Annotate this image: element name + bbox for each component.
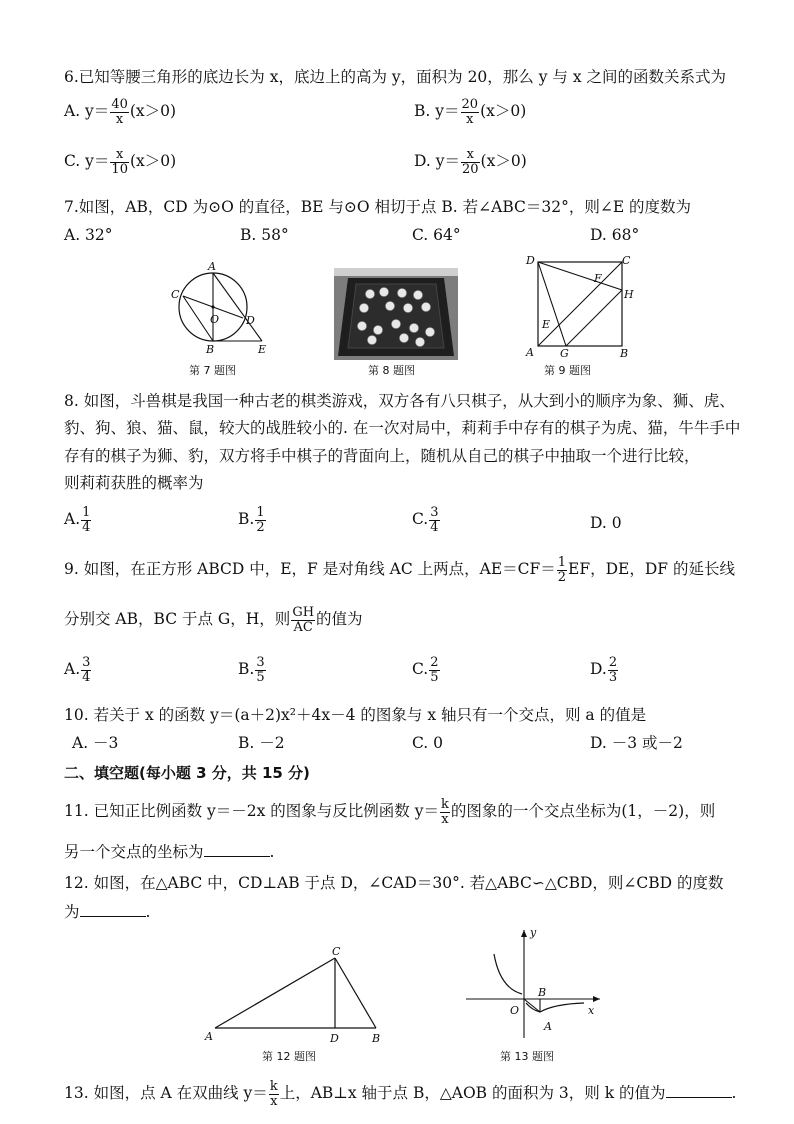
label-f: F <box>594 272 602 285</box>
q8-line-2: 豹、狗、狼、猫、鼠，较大的战胜较小的. 在一次对局中，莉莉手中存有的棋子为虎、猫，牛牛手中 <box>64 419 741 437</box>
q7-stem: 7.如图，AB，CD 为⊙O 的直径，BE 与⊙O 相切于点 B. 若∠ABC＝32°，则∠E 的度数为 <box>64 198 692 216</box>
q9-option-d[interactable]: D. $\frac{2}{3}$ <box>590 655 618 685</box>
fraction: $\frac{2}{3}$ <box>608 655 618 685</box>
label-a: A <box>208 260 216 273</box>
q9-line-1: 9. 如图，在正方形 ABCD 中，E，F 是对角线 AC 上两点，AE＝CF＝ $\frac{1}{2}$ EF，DE，DF 的延长线 <box>64 555 735 585</box>
q6-option-a[interactable]: A. y＝ $\frac{40}{x}$ (x＞0) <box>64 97 177 127</box>
label-y: y <box>530 926 537 939</box>
q11-line-2: 另一个交点的坐标为 . <box>64 843 275 861</box>
label-a: A <box>205 1030 213 1043</box>
fraction: $\frac{3}{4}$ <box>82 655 91 685</box>
caption-figure-7: 第 7 题图 <box>189 364 236 377</box>
fraction: $\frac{1}{2}$ <box>256 505 265 535</box>
label-b: B <box>206 343 215 356</box>
figure-9-square <box>518 252 642 360</box>
label-c: C <box>622 254 631 267</box>
q6-stem: 6.已知等腰三角形的底边长为 x，底边上的高为 y，面积为 20，那么 y 与 x 之间的函数关系式为 <box>64 68 726 86</box>
label-e: E <box>258 343 267 356</box>
label-c: C <box>171 288 180 301</box>
label-d: D <box>526 254 535 267</box>
q10-option-a[interactable]: A. －3 <box>72 734 119 752</box>
q6-option-d[interactable]: D. y＝ $\frac{x}{20}$ (x＞0) <box>414 147 527 177</box>
fraction: $\frac{x}{10}$ <box>111 147 128 177</box>
q10-option-c[interactable]: C. 0 <box>412 734 444 752</box>
q6-option-c[interactable]: C. y＝ $\frac{x}{10}$ (x＞0) <box>64 147 177 177</box>
fraction: $\frac{x}{20}$ <box>462 147 479 177</box>
label-a: A <box>526 346 534 359</box>
label-b: B <box>620 347 629 360</box>
q10-option-d[interactable]: D. －3 或－2 <box>590 734 683 752</box>
figure-8-board-photo <box>334 268 458 360</box>
fraction: $\frac{2}{5}$ <box>430 655 439 685</box>
q8-line-3: 存有的棋子为狮、豹，双方将手中棋子的背面向上，随机从自己的棋子中抽取一个进行比较， <box>64 447 700 465</box>
label-g: G <box>560 347 569 360</box>
q8-line-1: 8. 如图，斗兽棋是我国一种古老的棋类游戏，双方各有八只棋子，从大到小的顺序为象、狮、虎、 <box>64 392 735 410</box>
fraction: $\frac{k}{x}$ <box>440 797 449 827</box>
fraction: $\frac{k}{x}$ <box>269 1079 278 1109</box>
figure-7-circle <box>166 260 276 360</box>
fraction: $\frac{1}{2}$ <box>557 555 567 585</box>
section-2-heading: 二、填空题(每小题 3 分，共 15 分) <box>64 764 310 782</box>
q8-line-4: 则莉莉获胜的概率为 <box>64 474 204 492</box>
q9-option-b[interactable]: B. $\frac{3}{5}$ <box>238 655 265 685</box>
fraction: $\frac{1}{4}$ <box>82 505 91 535</box>
q12-line-1: 12. 如图，在△ABC 中，CD⊥AB 于点 D，∠CAD＝30°. 若△ABC∽△CBD，则∠CBD 的度数 <box>64 874 724 892</box>
q9-option-c[interactable]: C. $\frac{2}{5}$ <box>412 655 439 685</box>
label-b: B <box>538 986 547 999</box>
q9-option-a[interactable]: A. $\frac{3}{4}$ <box>64 655 91 685</box>
answer-blank[interactable] <box>204 842 270 857</box>
q8-option-d[interactable]: D. 0 <box>590 514 622 532</box>
label-x: x <box>588 1004 595 1017</box>
q7-option-d[interactable]: D. 68° <box>590 226 640 244</box>
caption-figure-9: 第 9 题图 <box>544 364 591 377</box>
fraction: $\frac{3}{5}$ <box>256 655 265 685</box>
caption-figure-12: 第 12 题图 <box>262 1050 316 1063</box>
fraction: $\frac{40}{x}$ <box>111 97 128 127</box>
fraction: $\frac{20}{x}$ <box>461 97 479 127</box>
q7-option-a[interactable]: A. 32° <box>64 226 113 244</box>
caption-figure-8: 第 8 题图 <box>368 364 415 377</box>
answer-blank[interactable] <box>666 1083 732 1098</box>
figure-12-triangle <box>200 944 390 1048</box>
label-h: H <box>624 288 634 301</box>
q8-option-b[interactable]: B. $\frac{1}{2}$ <box>238 505 265 535</box>
q7-option-b[interactable]: B. 58° <box>240 226 289 244</box>
q12-line-2: 为 . <box>64 903 151 921</box>
label-d: D <box>246 314 255 327</box>
label-d: D <box>330 1032 339 1045</box>
figure-13-hyperbola <box>460 924 610 1044</box>
caption-figure-13: 第 13 题图 <box>500 1050 554 1063</box>
q10-option-b[interactable]: B. －2 <box>238 734 285 752</box>
fraction: $\frac{GH}{AC}$ <box>292 605 315 635</box>
q11-line-1: 11. 已知正比例函数 y＝－2x 的图象与反比例函数 y＝ $\frac{k}{x}$ 的图象的一个交点坐标为(1，－2)，则 <box>64 797 716 827</box>
q10-stem: 10. 若关于 x 的函数 y＝(a＋2)x²＋4x－4 的图象与 x 轴只有一个交点，则 a 的值是 <box>64 706 647 724</box>
label-o: O <box>510 1004 520 1017</box>
q8-option-a[interactable]: A. $\frac{1}{4}$ <box>64 505 91 535</box>
fraction: $\frac{3}{4}$ <box>430 505 439 535</box>
label-b: B <box>372 1032 381 1045</box>
q7-option-c[interactable]: C. 64° <box>412 226 461 244</box>
q13-line-1: 13. 如图，点 A 在双曲线 y＝ $\frac{k}{x}$ 上，AB⊥x 轴于点 B，△AOB 的面积为 3，则 k 的值为 . <box>64 1079 737 1109</box>
label-c: C <box>332 945 341 958</box>
label-e: E <box>542 318 551 331</box>
q6-option-b[interactable]: B. y＝ $\frac{20}{x}$ (x＞0) <box>414 97 527 127</box>
label-o: O <box>210 313 220 326</box>
q8-option-c[interactable]: C. $\frac{3}{4}$ <box>412 505 439 535</box>
q9-line-2: 分别交 AB，BC 于点 G，H，则 $\frac{GH}{AC}$ 的值为 <box>64 605 363 635</box>
answer-blank[interactable] <box>80 902 146 917</box>
label-a: A <box>544 1020 552 1033</box>
